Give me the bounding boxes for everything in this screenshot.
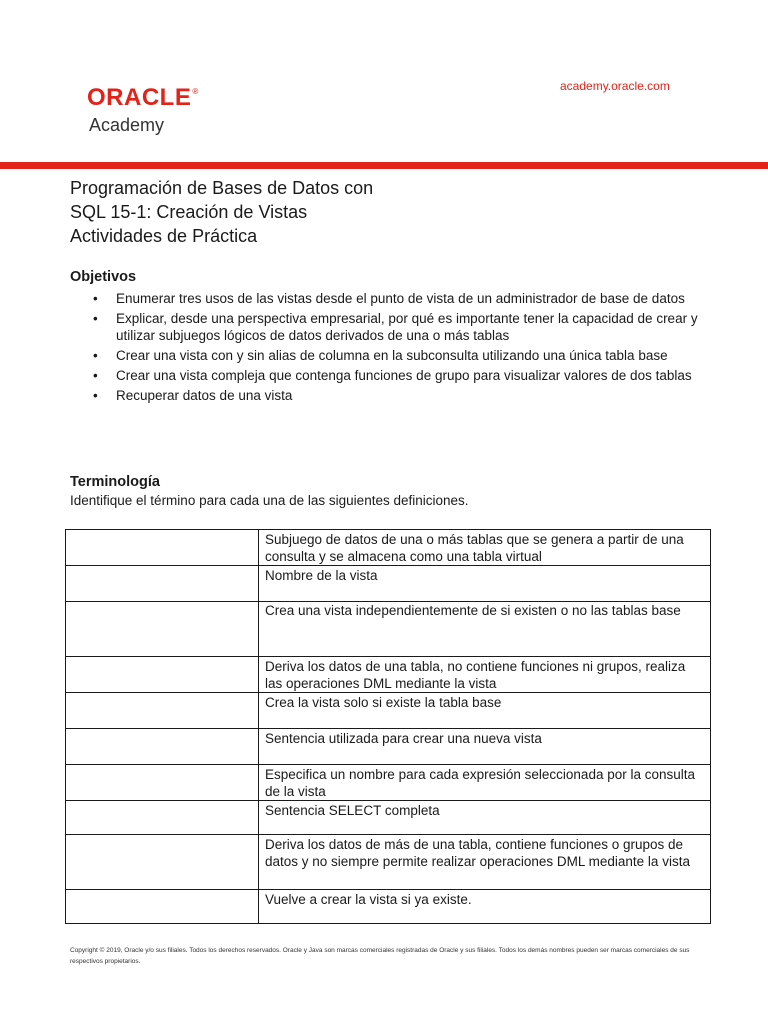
academy-logo-text: Academy bbox=[89, 115, 165, 135]
objective-item bbox=[70, 347, 720, 364]
table-row bbox=[66, 835, 711, 890]
table-row bbox=[66, 765, 711, 801]
table-row bbox=[66, 729, 711, 765]
table-row bbox=[66, 602, 711, 657]
terminology-table bbox=[65, 529, 711, 924]
term-answer-cell[interactable] bbox=[66, 693, 259, 729]
objective-text: Recuperar datos de una vista bbox=[116, 388, 293, 403]
definition-cell: Deriva los datos de una tabla, no contiene funciones ni grupos, realiza las operaciones DML mediante la vista bbox=[259, 657, 711, 693]
term-answer-cell[interactable] bbox=[66, 566, 259, 602]
objective-item bbox=[70, 290, 720, 307]
definition-cell: Deriva los datos de más de una tabla, contiene funciones o grupos de datos y no siempre permite realizar operaciones DML mediante la vista bbox=[259, 835, 711, 890]
term-answer-cell[interactable] bbox=[66, 530, 259, 566]
registered-mark-icon: ® bbox=[192, 87, 199, 96]
definition-cell: Especifica un nombre para cada expresión seleccionada por la consulta de la vista bbox=[259, 765, 711, 801]
objectives-list bbox=[70, 290, 720, 407]
bullet-icon: • bbox=[93, 388, 98, 403]
title-line: SQL 15-1: Creación de Vistas bbox=[70, 202, 308, 222]
objective-text: Enumerar tres usos de las vistas desde el punto de vista de un administrador de base de datos bbox=[116, 291, 685, 306]
title-line: Actividades de Práctica bbox=[70, 226, 258, 246]
term-answer-cell[interactable] bbox=[66, 890, 259, 924]
term-answer-cell[interactable] bbox=[66, 729, 259, 765]
bullet-icon: • bbox=[93, 311, 98, 326]
objective-text: Explicar, desde una perspectiva empresarial, por qué es importante tener la capacidad de crear y utilizar subjuegos lógicos de datos derivados de una o más tablas bbox=[116, 311, 698, 343]
table-row bbox=[66, 890, 711, 924]
document-title bbox=[70, 176, 710, 248]
term-answer-cell[interactable] bbox=[66, 602, 259, 657]
definition-cell: Crea la vista solo si existe la tabla base bbox=[259, 693, 711, 729]
definition-cell: Crea una vista independientemente de si existen o no las tablas base bbox=[259, 602, 711, 657]
definition-cell: Sentencia SELECT completa bbox=[259, 801, 711, 835]
objective-text: Crear una vista con y sin alias de columna en la subconsulta utilizando una única tabla base bbox=[116, 348, 668, 363]
bullet-icon: • bbox=[93, 348, 98, 363]
objectives-heading: Objetivos bbox=[70, 269, 137, 285]
bullet-icon: • bbox=[93, 368, 98, 383]
table-row bbox=[66, 566, 711, 602]
objective-text: Crear una vista compleja que contenga funciones de grupo para visualizar valores de dos tablas bbox=[116, 368, 692, 383]
objective-item bbox=[70, 387, 720, 404]
copyright-footer: Copyright © 2019, Oracle y/o sus filiales. Todos los derechos reservados. Oracle y Java son marcas comerciales registradas de Oracle y sus filiales. Todos los demás nombres pueden ser marcas comerciales de sus respectivos propietarios. bbox=[70, 947, 690, 965]
term-answer-cell[interactable] bbox=[66, 801, 259, 835]
table-row bbox=[66, 693, 711, 729]
table-row bbox=[66, 530, 711, 566]
term-answer-cell[interactable] bbox=[66, 835, 259, 890]
table-row bbox=[66, 801, 711, 835]
oracle-logo bbox=[87, 86, 199, 110]
term-answer-cell[interactable] bbox=[66, 657, 259, 693]
terminology-intro: Identifique el término para cada una de las siguientes definiciones. bbox=[70, 493, 469, 508]
definition-cell: Nombre de la vista bbox=[259, 566, 711, 602]
bullet-icon: • bbox=[93, 291, 98, 306]
term-answer-cell[interactable] bbox=[66, 765, 259, 801]
terminology-heading: Terminología bbox=[70, 474, 160, 490]
table-row bbox=[66, 657, 711, 693]
oracle-logo-text: ORACLE bbox=[87, 84, 192, 111]
objective-item bbox=[70, 310, 720, 344]
definition-cell: Subjuego de datos de una o más tablas que se genera a partir de una consulta y se almacena como una tabla virtual bbox=[259, 530, 711, 566]
definition-cell: Vuelve a crear la vista si ya existe. bbox=[259, 890, 711, 924]
title-line: Programación de Bases de Datos con bbox=[70, 178, 374, 198]
header-divider-bar bbox=[0, 162, 768, 169]
objective-item bbox=[70, 367, 720, 384]
site-link[interactable]: academy.oracle.com bbox=[560, 79, 670, 93]
definition-cell: Sentencia utilizada para crear una nueva vista bbox=[259, 729, 711, 765]
